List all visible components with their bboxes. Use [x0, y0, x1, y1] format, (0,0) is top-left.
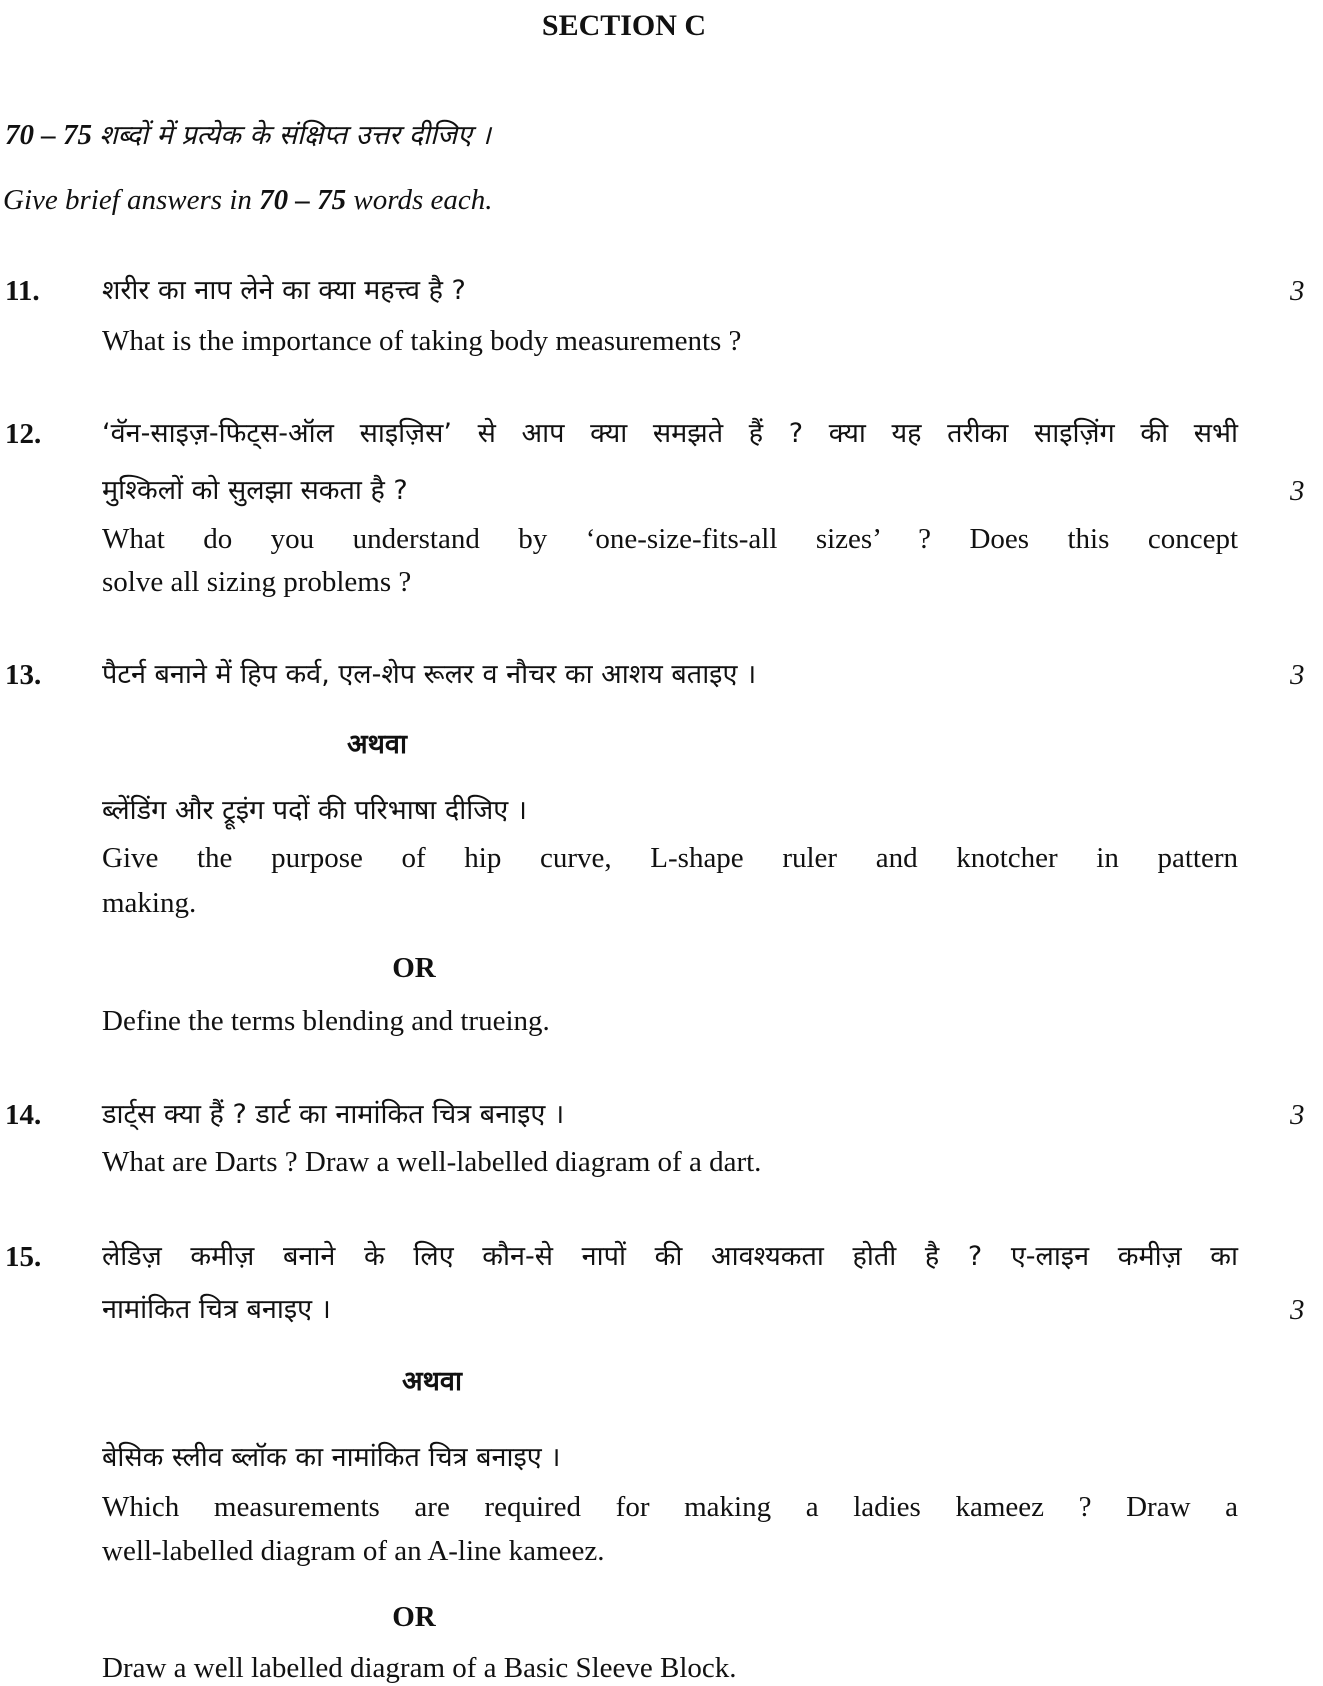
question-english: Give the purpose of hip curve, L-shape ruler and knotcher in pattern — [102, 842, 1238, 874]
word-limit: 70 – 75 — [259, 184, 347, 216]
question-english: making. — [102, 887, 197, 919]
question-english: Which measurements are required for making a ladies kameez ? Draw a — [102, 1491, 1238, 1523]
question-marks: 3 — [1290, 275, 1305, 307]
instruction-text: Give brief answers in — [3, 184, 252, 216]
question-english: solve all sizing problems ? — [102, 566, 412, 598]
question-marks: 3 — [1290, 659, 1305, 691]
instruction-text: words each. — [353, 184, 493, 216]
question-marks: 3 — [1290, 475, 1305, 507]
question-number: 14. — [5, 1099, 42, 1131]
question-hindi: नामांकित चित्र बनाइए । — [102, 1294, 331, 1325]
question-number: 11. — [5, 275, 40, 307]
question-english: well-labelled diagram of an A-line kameez. — [102, 1535, 605, 1567]
question-hindi: डार्ट्स क्या हैं ? डार्ट का नामांकित चित्र बनाइए । — [102, 1099, 565, 1130]
or-hindi: अथवा — [402, 1366, 462, 1397]
alt-question-hindi: ब्लेंडिंग और ट्रूइंग पदों की परिभाषा दीजिए । — [102, 795, 527, 826]
section-title: SECTION C — [541, 9, 707, 42]
question-hindi: पैटर्न बनाने में हिप कर्व, एल-शेप रूलर व नौचर का आशय बताइए । — [102, 659, 757, 690]
question-english: What is the importance of taking body measurements ? — [102, 325, 742, 357]
or-english: OR — [392, 952, 436, 984]
question-number: 13. — [5, 659, 42, 691]
question-english: What are Darts ? Draw a well-labelled diagram of a dart. — [102, 1146, 762, 1178]
question-hindi: लेडिज़ कमीज़ बनाने के लिए कौन-से नापों की आवश्यकता होती है ? ए-लाइन कमीज़ का — [102, 1241, 1238, 1272]
question-marks: 3 — [1290, 1099, 1305, 1131]
or-hindi: अथवा — [347, 729, 407, 760]
question-number: 12. — [5, 418, 42, 450]
instruction-english — [3, 182, 493, 218]
question-hindi: शरीर का नाप लेने का क्या महत्त्व है ? — [102, 275, 466, 306]
alt-question-hindi: बेसिक स्लीव ब्लॉक का नामांकित चित्र बनाइए । — [102, 1442, 561, 1473]
question-hindi: ‘वॅन-साइज़-फिट्स-ऑल साइज़िस’ से आप क्या समझते हैं ? क्या यह तरीका साइज़िंग की सभी — [102, 418, 1238, 449]
question-hindi: मुश्किलों को सुलझा सकता है ? — [102, 475, 408, 506]
instruction-hindi-text: शब्दों में प्रत्येक के संक्षिप्त उत्तर दीजिए । — [99, 120, 491, 151]
or-english: OR — [392, 1601, 436, 1633]
instruction-hindi — [5, 117, 491, 154]
alt-question-english: Draw a well labelled diagram of a Basic Sleeve Block. — [102, 1652, 737, 1684]
question-marks: 3 — [1290, 1294, 1305, 1326]
alt-question-english: Define the terms blending and trueing. — [102, 1005, 550, 1037]
question-number: 15. — [5, 1241, 42, 1273]
word-limit: 70 – 75 — [5, 119, 92, 151]
question-english: What do you understand by ‘one-size-fits-all sizes’ ? Does this concept — [102, 523, 1238, 555]
